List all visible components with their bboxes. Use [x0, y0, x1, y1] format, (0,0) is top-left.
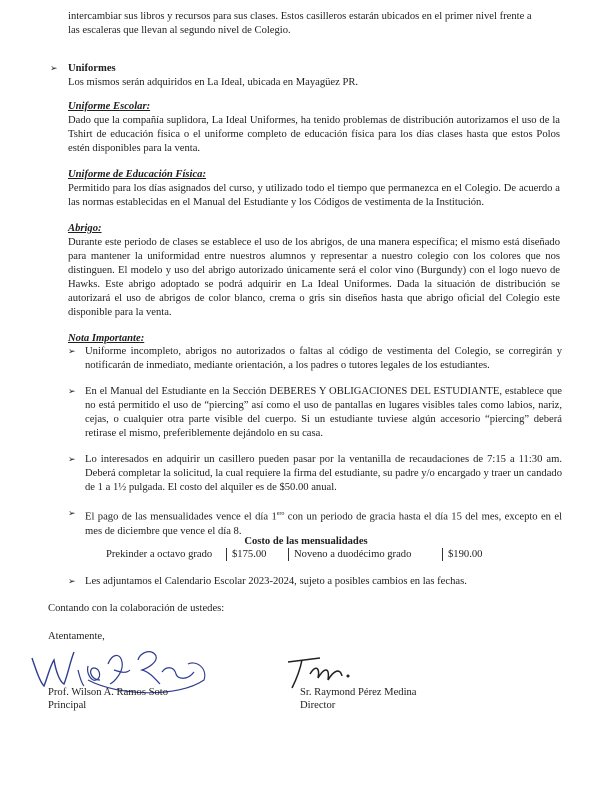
principal-name: Prof. Wilson A. Ramos Soto — [48, 687, 169, 698]
nota-importante-title-wrap — [68, 332, 560, 346]
closing-contando: Contando con la colaboración de ustedes: — [48, 603, 225, 614]
nota-item-calendario: ➢ Les adjuntamos el Calendario Escolar 2023-2024, sujeto a posibles cambios en las fechas. — [68, 576, 467, 587]
table-divider — [226, 548, 227, 561]
arrow-bullet-icon: ➢ — [50, 64, 58, 74]
director-role: Director — [300, 700, 336, 711]
arrow-bullet-icon: ➢ — [68, 509, 76, 519]
costo-precio-2: $190.00 — [448, 549, 483, 560]
table-divider — [288, 548, 289, 561]
nota-item-1: ➢ Uniforme incompleto, abrigos no autorizados o faltas al código de vestimenta del Colegio, se corregirán y notificarán de inmediato, mediante orientación, a los padres o tutores legales de los estudiantes. — [68, 346, 562, 371]
costo-grado-1: Prekinder a octavo grado — [106, 549, 213, 560]
nota-item-pago: ➢ El pago de las mensualidades vence el día $1^{ero}$ con un periodo de gracia hasta el día 15 del mes, excepto en el mes de diciembre que vence el día 8. — [68, 509, 563, 537]
nota-item-2: ➢ En el Manual del Estudiante en la Sección DEBERES Y OBLIGACIONES DEL ESTUDIANTE, establece que no está permitido el uso de “piercing” así como el uso de pantallas en lugares visibles tales como labios, nariz, cejas, o cualquier otra parte visible del cuerpo. Si un estudiante tuviese algún accesorio “piercing” deberá retirase el mismo, preferiblemente dejándolo en su casa. — [68, 386, 562, 439]
uniforme-escolar-section — [68, 100, 560, 156]
arrow-bullet-icon: ➢ — [68, 577, 76, 587]
nota-item-3: ➢ Lo interesados en adquirir un casillero pueden pasar por la ventanilla de recaudaciones de 7:15 a 11:30 am. Deberá completar la solicitud, la cual requiere la firma del estudiante, su padre y/o encargado y traer un candado de 1 a 1½ pulgada. El costo del alquiler es de $50.00 anual. — [68, 454, 562, 493]
uniformes-title: Uniformes — [68, 63, 116, 74]
abrigo-section — [68, 222, 560, 320]
nota-importante-title: Nota Importante: — [68, 333, 145, 344]
arrow-bullet-icon: ➢ — [68, 347, 76, 357]
abrigo-title: Abrigo: — [68, 223, 102, 234]
uniforme-escolar-text: Dado que la compañía suplidora, La Ideal Uniformes, ha tenido problemas de distribución autorizamos el uso de la Tshirt de educación física o el uniforme completo de educación física para los días clases hasta que estos Polos estén disponibles para la venta. — [68, 115, 560, 154]
costo-title: Costo de las mensualidades — [244, 536, 368, 547]
table-divider — [442, 548, 443, 561]
abrigo-text: Durante este periodo de clases se establece el uso de los abrigos, de una manera específica; el mismo está diseñado para mantener la uniformidad entre nuestros alumnos y representar a nuestro colegio con los colores que nos distinguen. El modelo y uso del abrigo autorizado únicamente será el color vino (Burgundy) con el logo nuevo de Hawks. Este abrigo adoptado se podrá adquirir en La Ideal Uniformes. Dada la situación de distribución se autorizará el uso de abrigos de color blanco, crema o gris sin diseños hasta que abrigo oficial del Colegio este disponible para la venta. — [68, 237, 560, 318]
intro-paragraph: intercambiar sus libros y recursos para sus clases. Estos casilleros estarán ubicados en el primer nivel frente a las escaleras que llevan al segundo nivel de Colegio. — [68, 11, 532, 36]
uniformes-section — [50, 62, 560, 90]
uniforme-ed-fisica-text: Permitido para los días asignados del curso, y utilizado todo el tiempo que permanezca en el Colegio. De acuerdo a las normas establecidas en el Manual del Estudiante y los Códigos de vestimenta de la Institución. — [68, 183, 560, 208]
uniforme-escolar-title: Uniforme Escolar: — [68, 101, 151, 112]
costo-precio-1: $175.00 — [232, 549, 267, 560]
uniforme-ed-fisica-section — [68, 168, 560, 210]
arrow-bullet-icon: ➢ — [68, 455, 76, 465]
principal-role: Principal — [48, 700, 87, 711]
uniforme-ed-fisica-title: Uniforme de Educación Física: — [68, 169, 207, 180]
costo-grado-2: Noveno a duodécimo grado — [294, 549, 412, 560]
uniformes-text: Los mismos serán adquiridos en La Ideal, ubicada en Mayagüez PR. — [68, 77, 359, 88]
director-name: Sr. Raymond Pérez Medina — [300, 687, 417, 698]
closing-atentamente: Atentamente, — [48, 631, 105, 642]
arrow-bullet-icon: ➢ — [68, 387, 76, 397]
